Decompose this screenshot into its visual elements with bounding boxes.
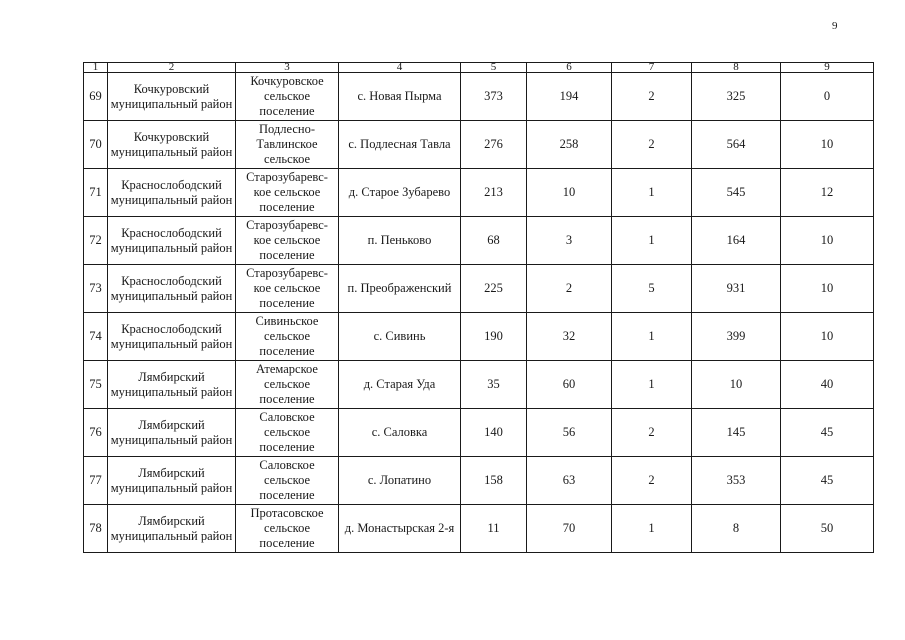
value-col8: 564 [692,121,781,169]
district-cell: Краснослободский муниципальный район [108,217,236,265]
district-cell: Лямбирский муниципальный район [108,457,236,505]
value-col9: 45 [781,409,874,457]
settlement-cell: Атемарское сельское поселение [236,361,339,409]
value-col8: 545 [692,169,781,217]
value-col7: 1 [612,505,692,553]
table-row [84,409,874,457]
column-number: 2 [108,63,236,73]
value-col6: 32 [527,313,612,361]
column-number: 1 [84,63,108,73]
settlement-cell: Старозубаревс-кое сельское поселение [236,265,339,313]
column-number: 8 [692,63,781,73]
table-row [84,121,874,169]
column-number: 3 [236,63,339,73]
table-row [84,217,874,265]
value-col8: 931 [692,265,781,313]
value-col8: 10 [692,361,781,409]
value-col5: 225 [461,265,527,313]
row-number: 74 [84,313,108,361]
district-cell: Краснослободский муниципальный район [108,265,236,313]
locality-cell: п. Пеньково [339,217,461,265]
locality-cell: д. Старая Уда [339,361,461,409]
locality-cell: с. Лопатино [339,457,461,505]
value-col8: 164 [692,217,781,265]
district-cell: Лямбирский муниципальный район [108,409,236,457]
value-col9: 10 [781,313,874,361]
district-cell: Краснослободский муниципальный район [108,313,236,361]
table-row [84,361,874,409]
value-col6: 60 [527,361,612,409]
value-col7: 2 [612,457,692,505]
value-col9: 10 [781,121,874,169]
value-col5: 140 [461,409,527,457]
row-number: 70 [84,121,108,169]
locality-cell: с. Новая Пырма [339,73,461,121]
district-cell: Лямбирский муниципальный район [108,361,236,409]
value-col6: 56 [527,409,612,457]
value-col5: 158 [461,457,527,505]
value-col6: 2 [527,265,612,313]
district-cell: Кочкуровский муниципальный район [108,73,236,121]
value-col9: 45 [781,457,874,505]
locality-cell: п. Преображенский [339,265,461,313]
value-col8: 8 [692,505,781,553]
value-col5: 35 [461,361,527,409]
locality-cell: д. Старое Зубарево [339,169,461,217]
row-number: 73 [84,265,108,313]
value-col6: 194 [527,73,612,121]
settlements-table [83,62,874,553]
district-cell: Краснослободский муниципальный район [108,169,236,217]
value-col8: 399 [692,313,781,361]
value-col7: 1 [612,169,692,217]
value-col7: 1 [612,313,692,361]
table-row [84,265,874,313]
value-col9: 50 [781,505,874,553]
column-number-row [84,63,874,73]
value-col7: 1 [612,217,692,265]
row-number: 77 [84,457,108,505]
value-col6: 70 [527,505,612,553]
column-number: 6 [527,63,612,73]
table-row [84,457,874,505]
locality-cell: д. Монастырская 2-я [339,505,461,553]
locality-cell: с. Саловка [339,409,461,457]
settlement-cell: Старозубаревс-кое сельское поселение [236,169,339,217]
value-col5: 373 [461,73,527,121]
value-col7: 1 [612,361,692,409]
value-col6: 258 [527,121,612,169]
locality-cell: с. Сивинь [339,313,461,361]
row-number: 76 [84,409,108,457]
table-row [84,313,874,361]
settlement-cell: Старозубаревс-кое сельское поселение [236,217,339,265]
value-col7: 2 [612,73,692,121]
value-col6: 3 [527,217,612,265]
settlement-cell: Саловское сельское поселение [236,409,339,457]
value-col6: 10 [527,169,612,217]
column-number: 9 [781,63,874,73]
value-col9: 10 [781,217,874,265]
settlement-cell: Сивиньское сельское поселение [236,313,339,361]
value-col7: 5 [612,265,692,313]
value-col8: 325 [692,73,781,121]
settlement-cell: Саловское сельское поселение [236,457,339,505]
page-number: 9 [832,20,838,32]
value-col7: 2 [612,121,692,169]
row-number: 69 [84,73,108,121]
row-number: 78 [84,505,108,553]
value-col9: 12 [781,169,874,217]
table-row [84,505,874,553]
row-number: 71 [84,169,108,217]
value-col8: 353 [692,457,781,505]
value-col6: 63 [527,457,612,505]
value-col5: 68 [461,217,527,265]
row-number: 72 [84,217,108,265]
settlement-cell: Кочкуровское сельское поселение [236,73,339,121]
locality-cell: с. Подлесная Тавла [339,121,461,169]
settlement-cell: Протасовское сельское поселение [236,505,339,553]
column-number: 5 [461,63,527,73]
district-cell: Лямбирский муниципальный район [108,505,236,553]
value-col9: 40 [781,361,874,409]
value-col5: 213 [461,169,527,217]
district-cell: Кочкуровский муниципальный район [108,121,236,169]
value-col9: 10 [781,265,874,313]
table-row [84,169,874,217]
column-number: 4 [339,63,461,73]
column-number: 7 [612,63,692,73]
table-row [84,73,874,121]
value-col5: 276 [461,121,527,169]
value-col5: 11 [461,505,527,553]
value-col7: 2 [612,409,692,457]
row-number: 75 [84,361,108,409]
value-col9: 0 [781,73,874,121]
settlement-cell: Подлесно-Тавлинское сельское [236,121,339,169]
value-col8: 145 [692,409,781,457]
value-col5: 190 [461,313,527,361]
